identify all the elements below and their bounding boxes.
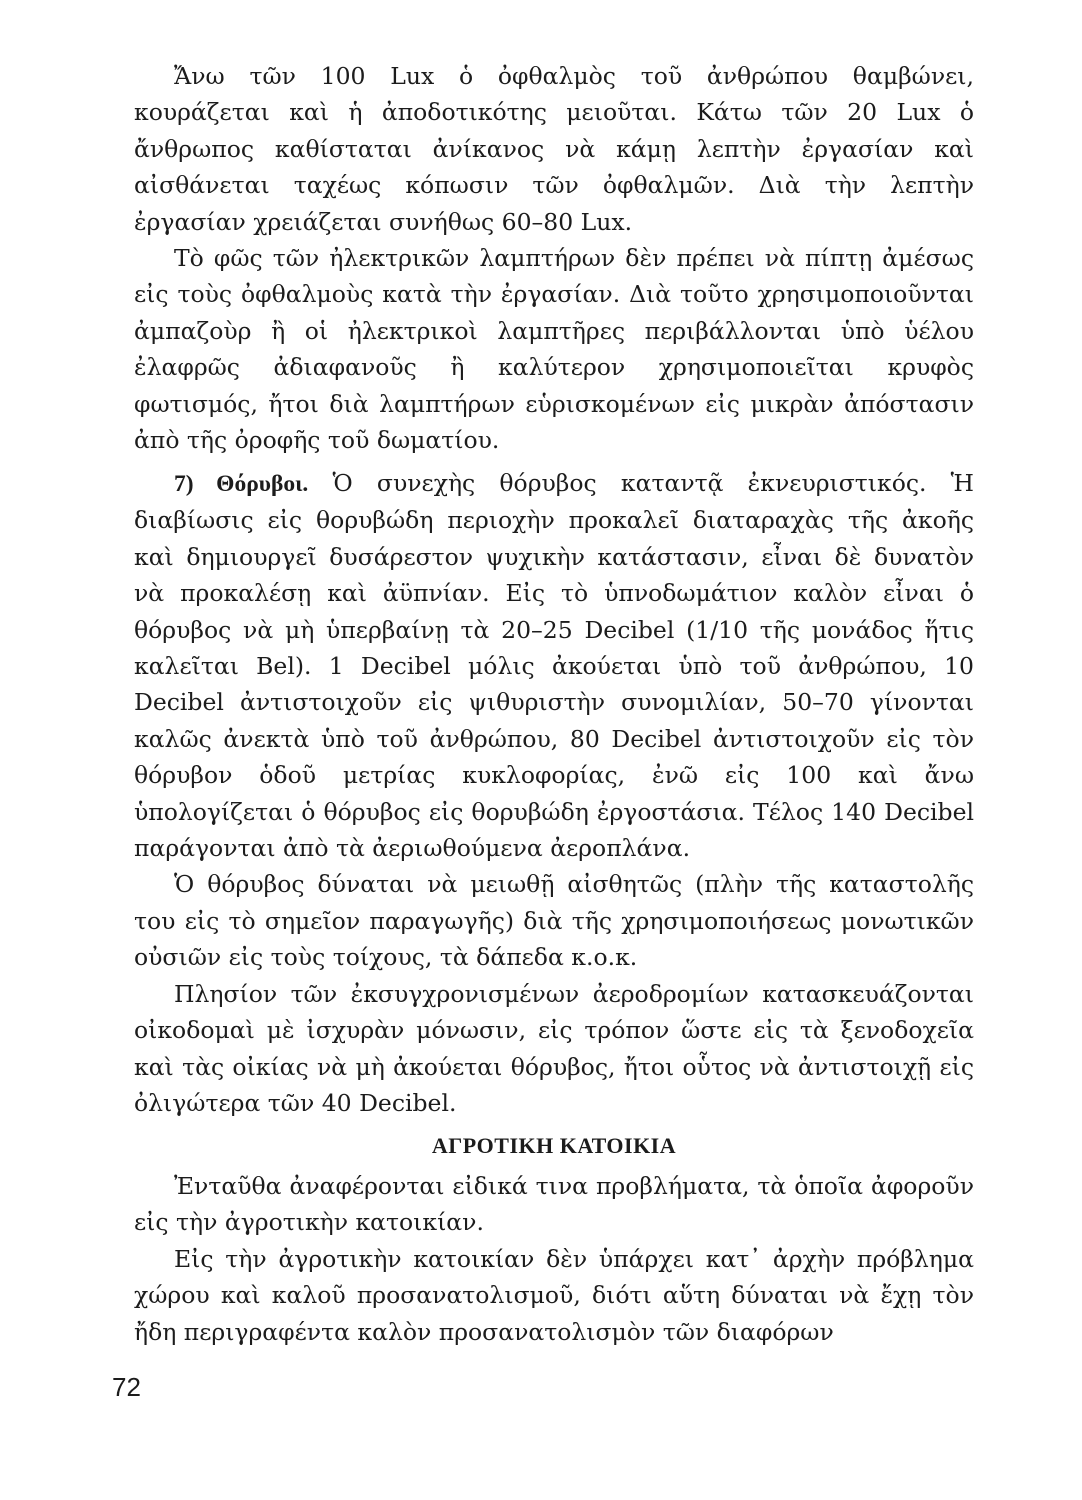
paragraph-lux: Ἄνω τῶν 100 Lux ὁ ὀφθαλμὸς τοῦ ἀνθρώπου θαμβώνει, κουράζεται καὶ ἡ ἀποδοτικότης μειοῦται. Κάτω τῶν 20 Lux ὁ ἄνθρωπος καθίσταται ἀνίκανος νὰ κάμῃ λεπτὴν ἐργασίαν καὶ αἰσθάνεται ταχέως κόπωσιν τῶν ὀφθαλμῶν. Διὰ τὴν λεπτὴν ἐργασίαν χρειάζεται συνήθως 60–80 Lux. [134,62,974,236]
paragraph-lamps: Τὸ φῶς τῶν ἠλεκτρικῶν λαμπτήρων δὲν πρέπει νὰ πίπτῃ ἀμέσως εἰς τοὺς ὀφθαλμοὺς κατὰ τὴν ἐργασίαν. Διὰ τοῦτο χρησιμοποιοῦνται ἀμπαζοὺρ ἢ οἱ ἠλεκτρικοὶ λαμπτῆρες περιβάλλονται ὑπὸ ὑέλου ἐλαφρῶς ἀδιαφανοῦς ἢ καλύτερον χρησιμοποιεῖται κρυφὸς φωτισμός, ἤτοι διὰ λαμπτήρων εὑρισκομένων εἰς μικρὰν ἀπόστασιν ἀπὸ τῆς ὀροφῆς τοῦ δωματίου. [134,244,974,455]
lighting-text [134,58,974,458]
section-heading-rural-housing: ΑΓΡΟΤΙΚΗ ΚΑΤΟΙΚΙΑ [431,1133,677,1158]
noise-heading: 7) Θόρυβοι. [174,471,309,497]
rural-housing-text [134,1168,974,1350]
paragraph-rural-intro: Ἐνταῦθα ἀναφέρονται εἰδικά τινα προβλήματα, τὰ ὁποῖα ἀφοροῦν εἰς τὴν ἀγροτικὴν κατοικίαν. [134,1172,974,1237]
paragraph-noise-intro [134,465,974,866]
paragraph-noise-reduction: Ὁ θόρυβος δύναται νὰ μειωθῇ αἰσθητῶς (πλὴν τῆς καταστολῆς του εἰς τὸ σημεῖον παραγωγῆς) διὰ τῆς χρησιμοποιήσεως μονωτικῶν οὐσιῶν εἰς τοὺς τοίχους, τὰ δάπεδα κ.ο.κ. [134,870,974,972]
paragraph-airports: Πλησίον τῶν ἐκσυγχρονισμένων ἀεροδρομίων κατασκευάζονται οἰκοδομαὶ μὲ ἰσχυρὰν μόνωσιν, εἰς τρόπον ὥστε εἰς τὰ ξενοδοχεῖα καὶ τὰς οἰκίας νὰ μὴ ἀκούεται θόρυβος, ἤτοι οὗτος νὰ ἀντιστοιχῇ εἰς ὀλιγώτερα τῶν 40 Decibel. [134,979,974,1117]
paragraph-rural-orientation: Εἰς τὴν ἀγροτικὴν κατοικίαν δὲν ὑπάρχει κατ᾽ ἀρχὴν πρόβλημα χώρου καὶ καλοῦ προσανατολισμοῦ, διότι αὕτη δύναται νὰ ἔχῃ τὸν ἤδη περιγραφέντα καλὸν προσανατολισμὸν τῶν διαφόρων [134,1244,974,1346]
page-number: 72 [112,1372,141,1402]
paragraph-noise-text: Ὁ συνεχὴς θόρυβος καταντᾷ ἐκνευριστικός. Ἡ διαβίωσις εἰς θορυβώδη περιοχὴν προκαλεῖ διαταραχὰς τῆς ἀκοῆς καὶ δημιουργεῖ δυσάρεστον ψυχικὴν κατάστασιν, εἶναι δὲ δυνατὸν νὰ προκαλέσῃ καὶ ἀϋπνίαν. Εἰς τὸ ὑπνοδωμάτιον καλὸν εἶναι ὁ θόρυβος νὰ μὴ ὑπερβαίνῃ τὰ 20–25 Decibel (1/10 τῆς μονάδος ἥτις καλεῖται Bel). 1 Decibel μόλις ἀκούεται ὑπὸ τοῦ ἀνθρώπου, 10 Decibel ἀντιστοιχοῦν εἰς ψιθυριστὴν συνομιλίαν, 50–70 γίνονται καλῶς ἀνεκτὰ ὑπὸ τοῦ ἀνθρώπου, 80 Decibel ἀντιστοιχοῦν εἰς τὸν θόρυβον ὁδοῦ μετρίας κυκλοφορίας, ἐνῶ εἰς 100 καὶ ἄνω ὑπολογίζεται ὁ θόρυβος εἰς θορυβώδη ἐργοστάσια. Τέλος 140 Decibel παράγονται ἀπὸ τὰ ἀεριωθούμενα ἀεροπλάνα. [134,469,975,863]
noise-section [134,465,974,1121]
